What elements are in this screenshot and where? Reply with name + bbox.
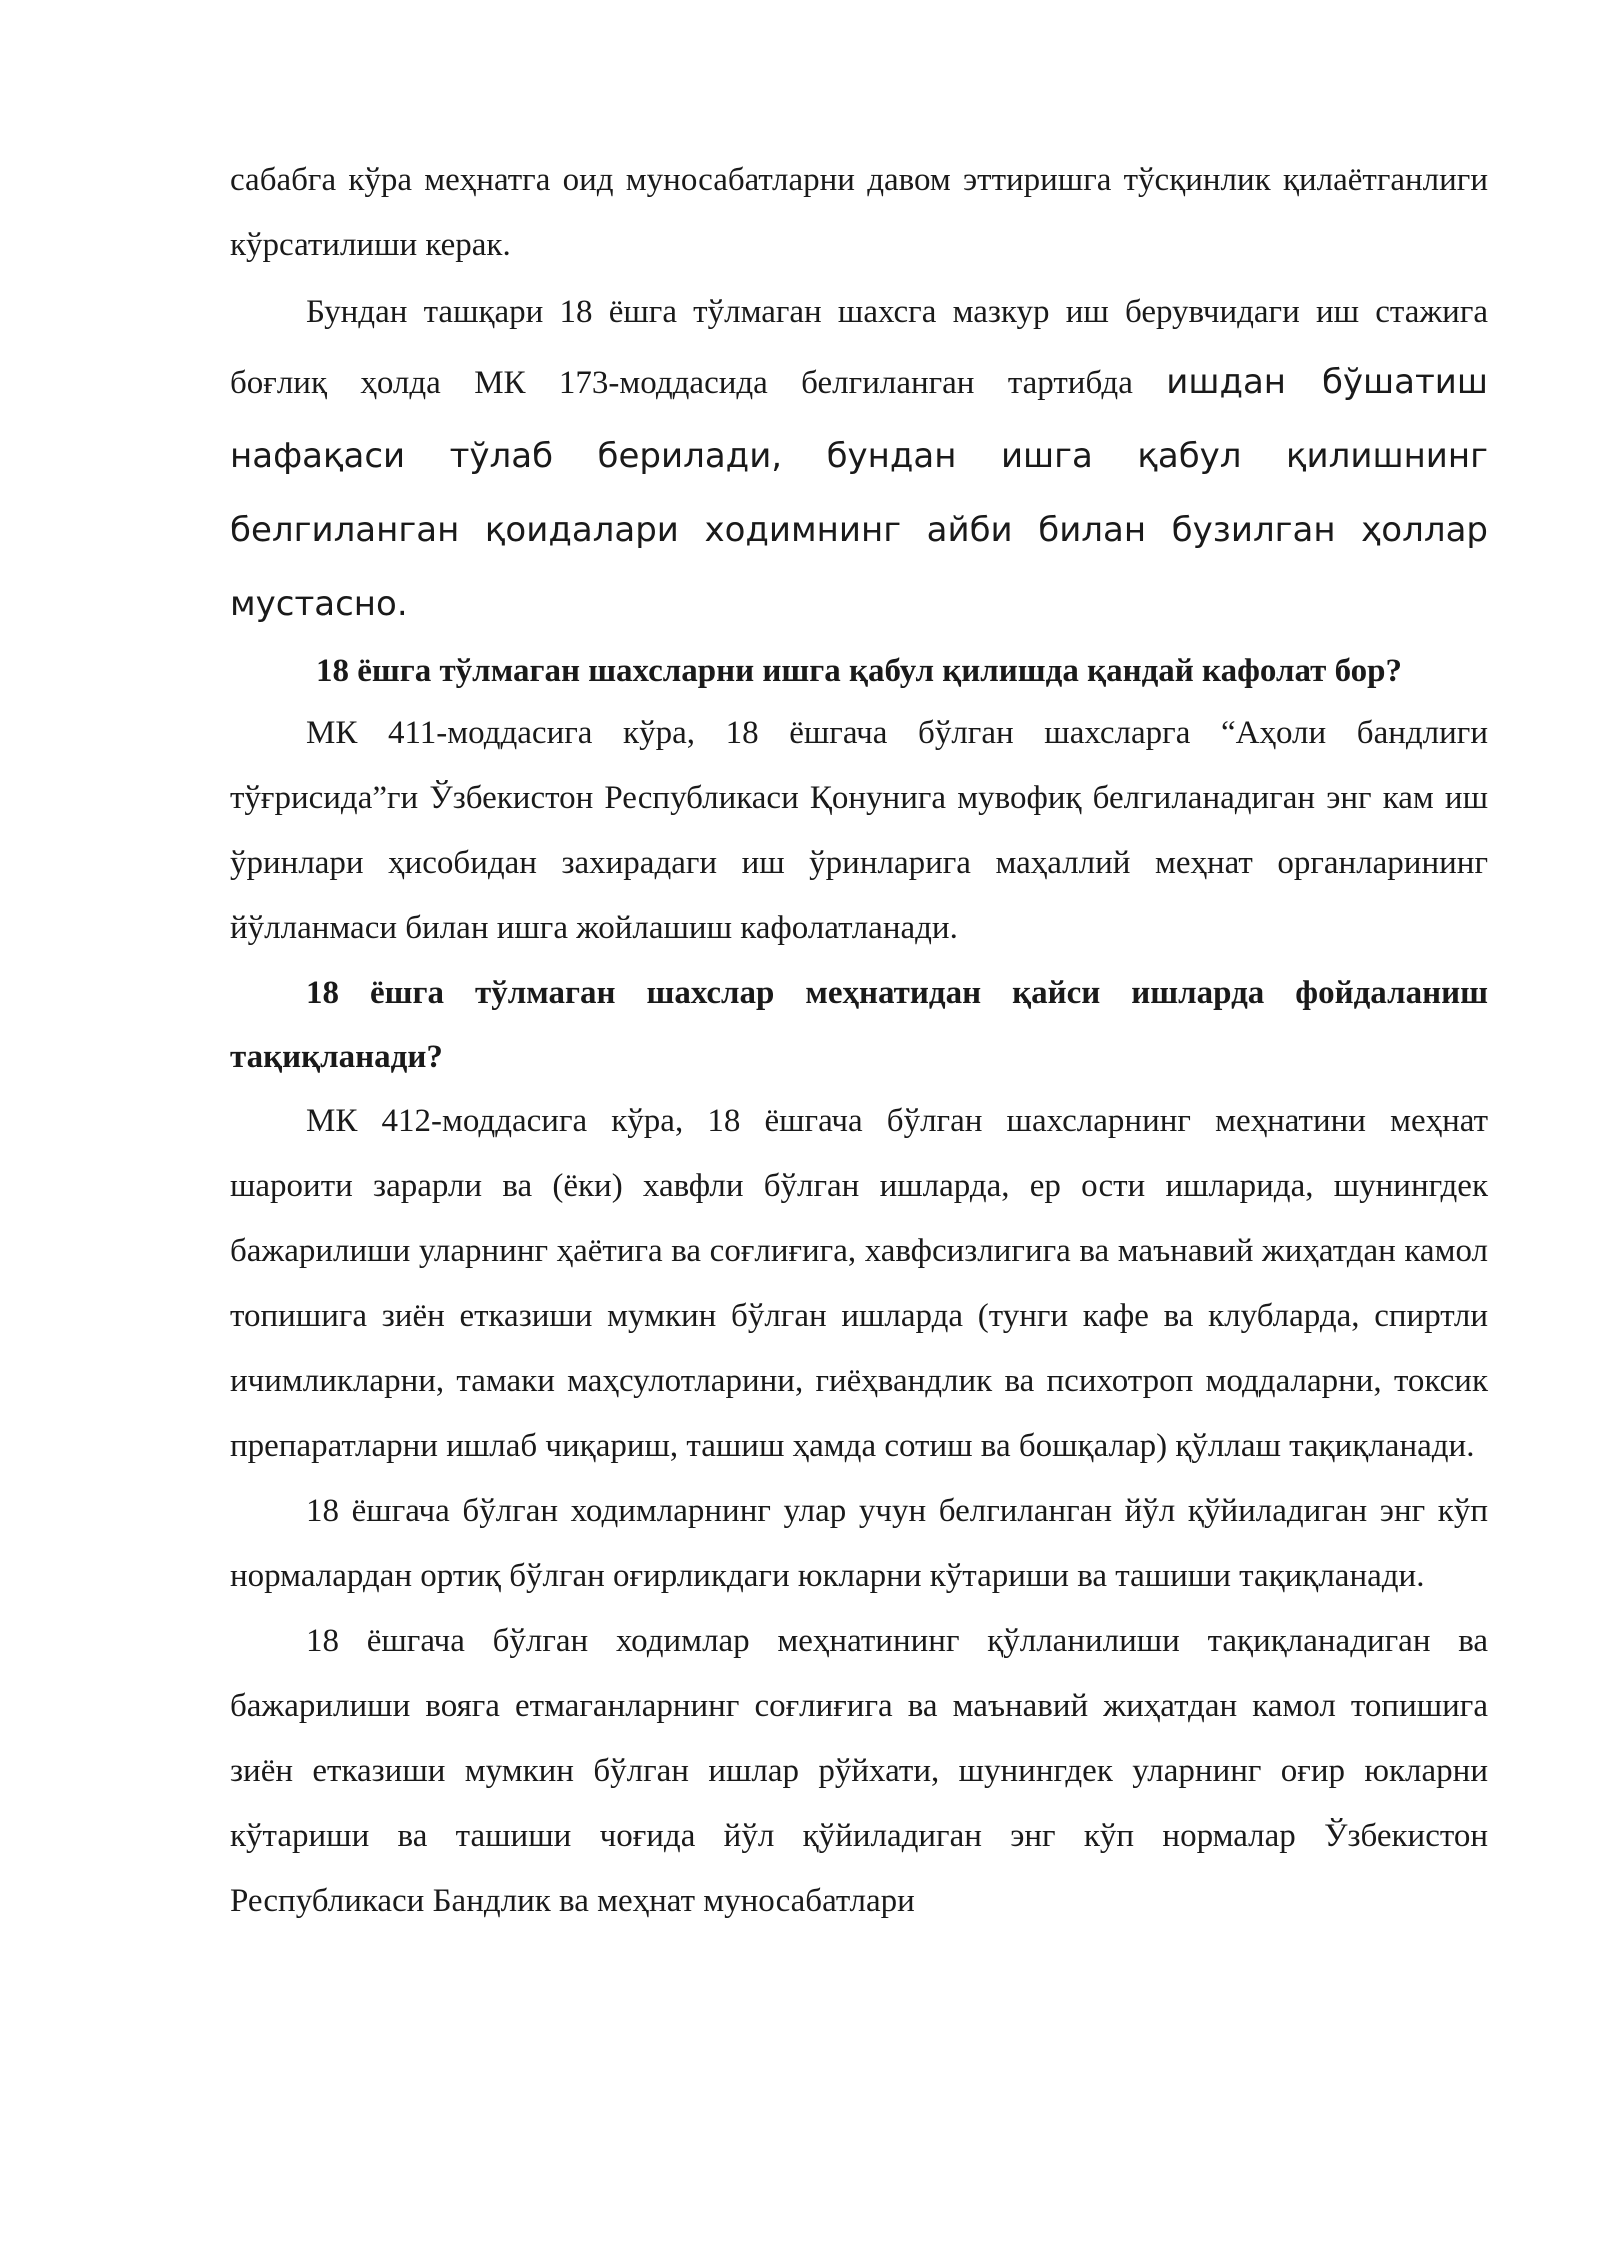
paragraph-severance-pay	[230, 280, 1488, 641]
paragraph-heavy-weights: 18 ёшгача бўлган ходимларнинг улар учун белгиланган йўл қўйиладиган энг кўп нормалардан ортиқ бўлган оғирликдаги юкларни кўтариши ва ташиши тақиқланади.	[230, 1493, 1488, 1594]
paragraph-article-412: МК 412-моддасига кўра, 18 ёшгача бўлган шахсларнинг меҳнатини меҳнат шароити зарарли ва (ёки) хавфли бўлган ишларда, ер ости ишларида, шунингдек бажарилиши уларнинг ҳаётига ва соғлиғига, хавфсизлигига ва маънавий жиҳатдан камол топишига зиён етказиши мумкин бўлган ишларда (тунги кафе ва клубларда, спиртли ичимликларни, тамаки маҳсулотларини, гиёҳвандлик ва психотроп моддаларни, токсик препаратларни ишлаб чиқариш, ташиш ҳамда сотиш ва бошқалар) қўллаш тақиқланади.	[230, 1103, 1488, 1464]
severance-text-serif: Бундан ташқари 18 ёшга тўлмаган шахсга мазкур иш берувчидаги иш стажига боғлиқ ҳолда МК 173-моддасида белгиланган тартибда	[230, 294, 1488, 401]
severance-text-sans: ишдан бўшатиш нафақаси тўлаб берилади, бундан ишга қабул қилишнинг белгиланган қоидалари ходимнинг айби билан бузилган ҳоллар мустасно.	[230, 362, 1488, 624]
paragraph-continuation: сабабга кўра меҳнатга оид муносабатларни давом эттиришга тўсқинлик қилаётганлиги кўрсатилиши керак.	[230, 162, 1488, 263]
document-page	[230, 148, 1488, 1934]
paragraph-prohibited-list: 18 ёшгача бўлган ходимлар меҳнатининг қўлланилиши тақиқланадиган ва бажарилиши вояга етмаганларнинг соғлиғига ва маънавий жиҳатдан камол топишига зиён етказиши мумкин бўлган ишлар рўйхати, шунингдек уларнинг оғир юкларни кўтариши ва ташиши чоғида йўл қўйиладиган энг кўп нормалар Ўзбекистон Республикаси Бандлик ва меҳнат муносабатлари	[230, 1623, 1488, 1919]
heading-prohibited-work: 18 ёшга тўлмаган шахслар меҳнатидан қайси ишларда фойдаланиш тақиқланади?	[230, 975, 1488, 1075]
heading-employment-guarantee: 18 ёшга тўлмаган шахсларни ишга қабул қилишда қандай кафолат бор?	[315, 653, 1403, 689]
paragraph-article-411: МК 411-моддасига кўра, 18 ёшгача бўлган шахсларга “Аҳоли бандлиги тўғрисида”ги Ўзбекистон Республикаси Қонунига мувофиқ белгиланадиган энг кам иш ўринлари ҳисобидан захирадаги иш ўринларига маҳаллий меҳнат органларининг йўлланмаси билан ишга жойлашиш кафолатланади.	[230, 715, 1488, 946]
